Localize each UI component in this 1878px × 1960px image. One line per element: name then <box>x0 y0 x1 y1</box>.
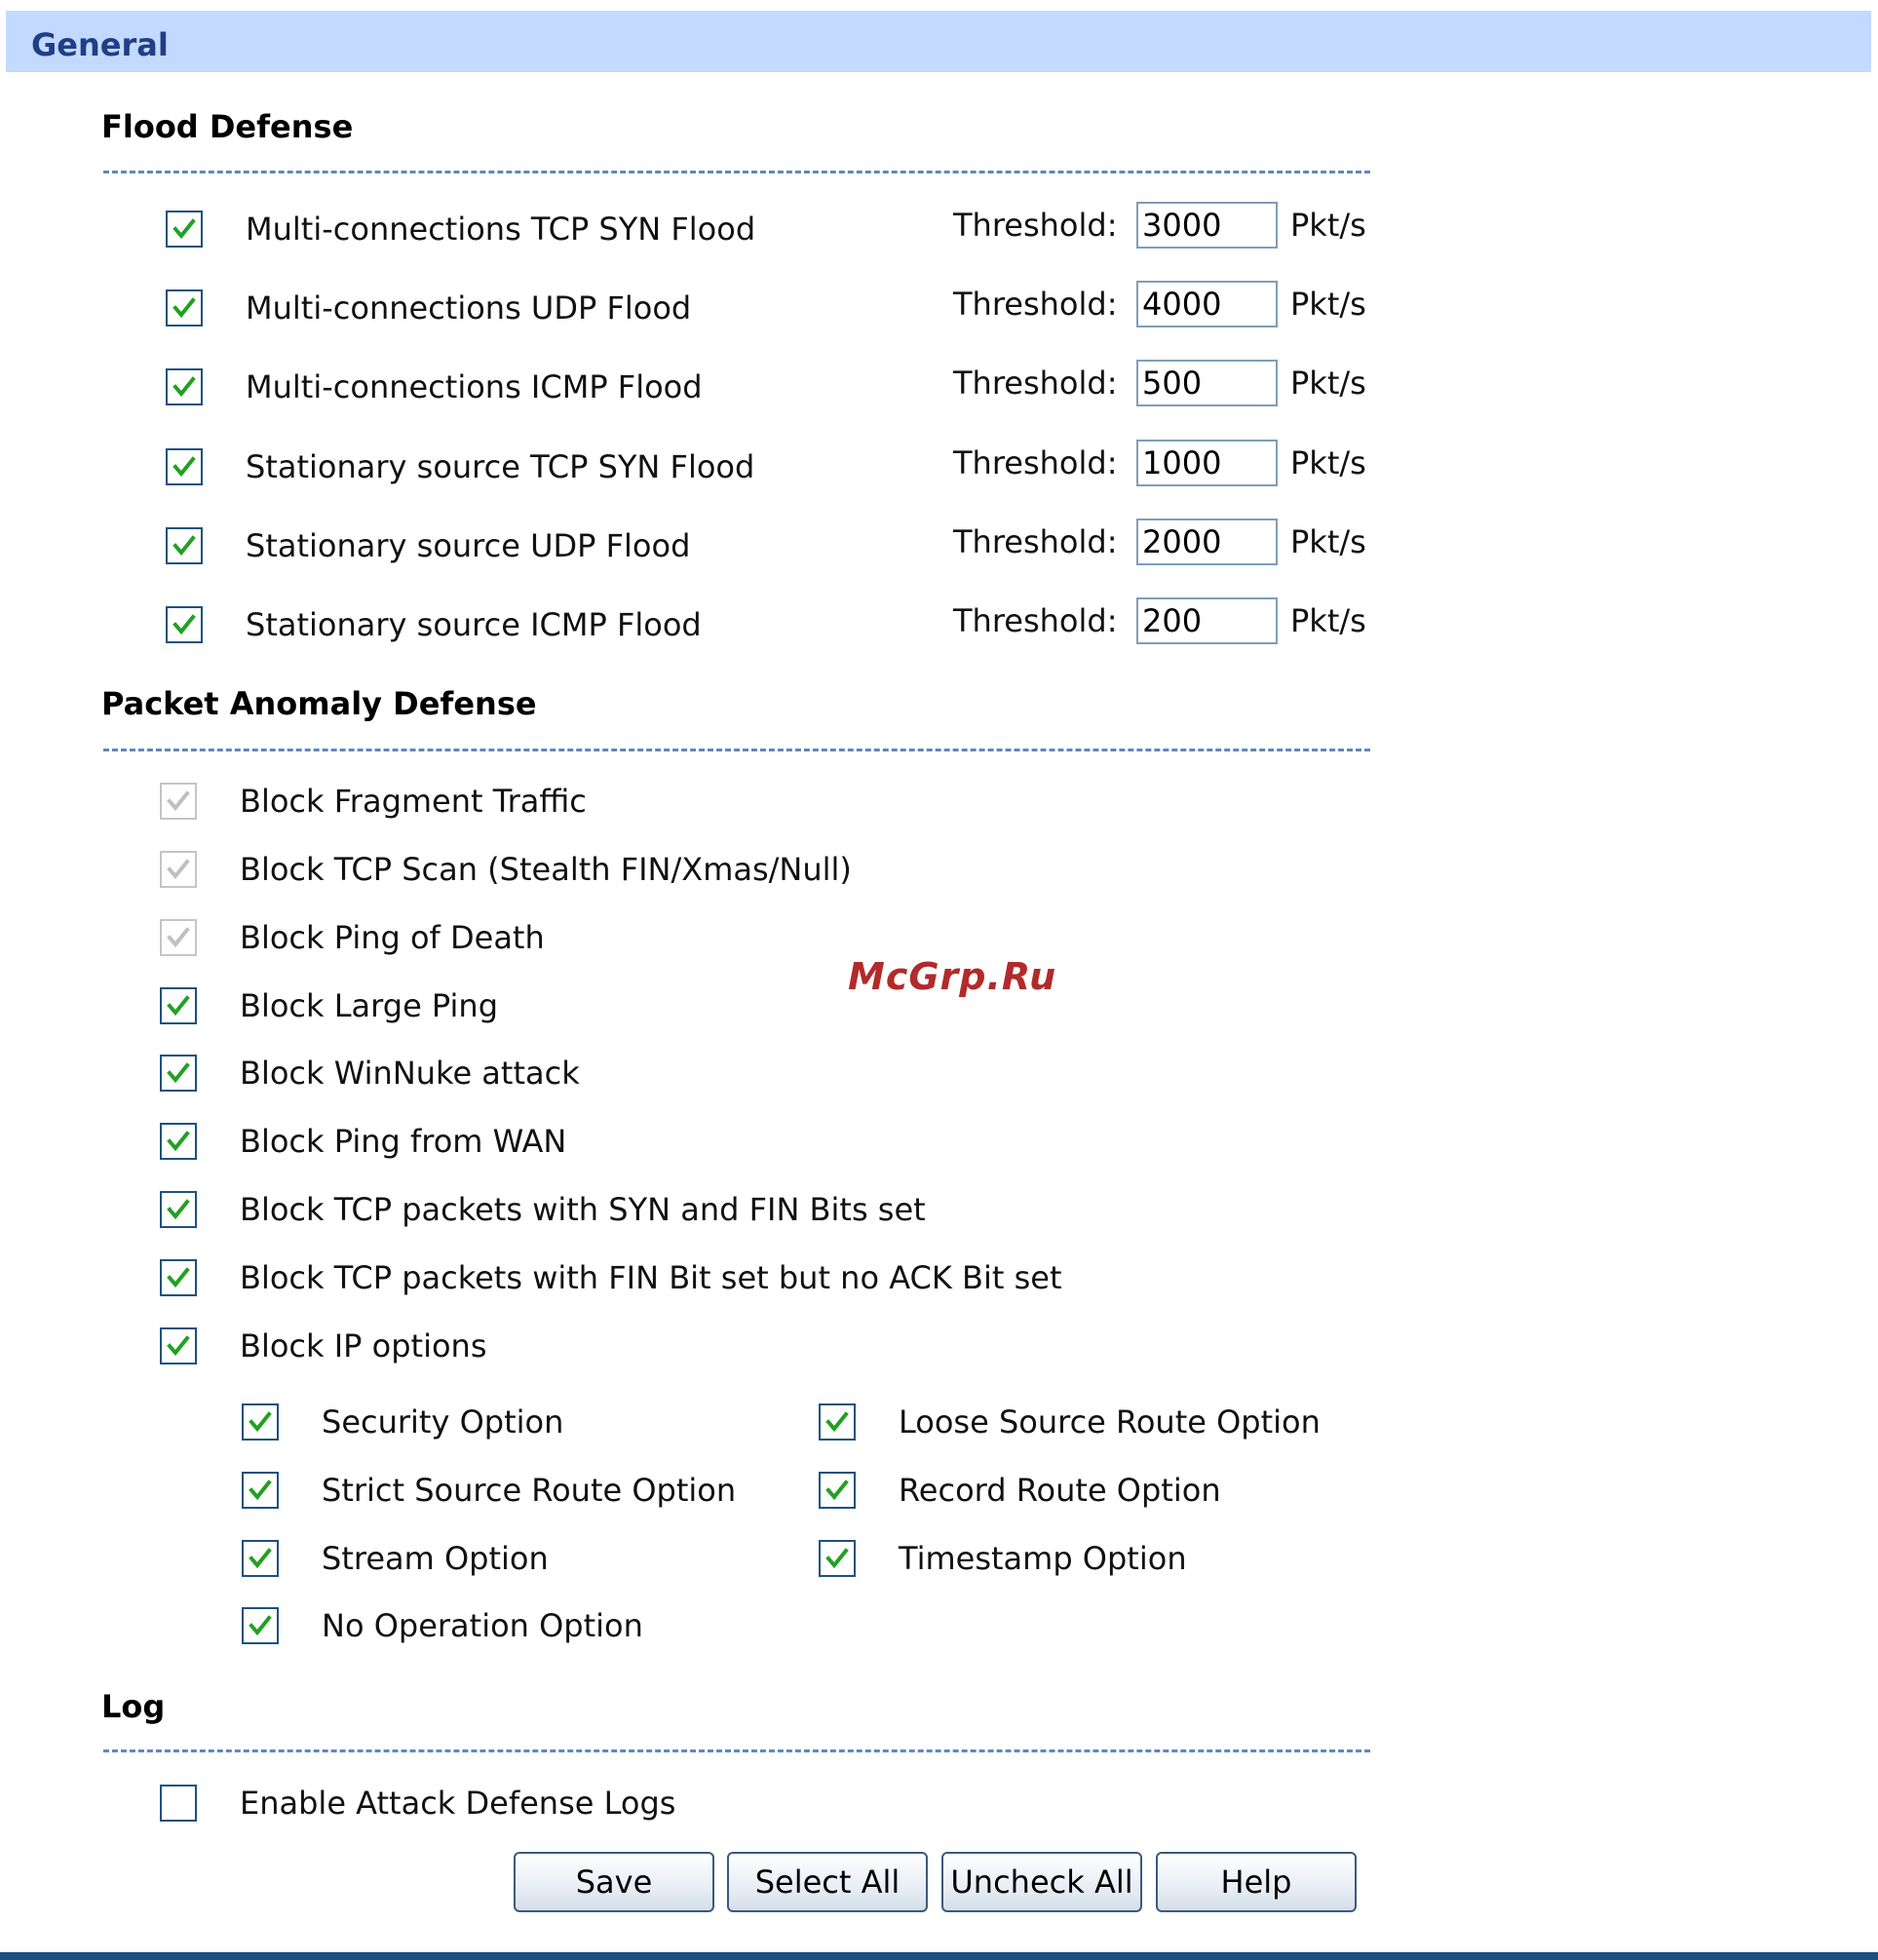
stream-option-label: Stream Option <box>322 1540 549 1577</box>
stationary-icmp-flood-label: Stationary source ICMP Flood <box>246 606 702 643</box>
check-mark-icon <box>165 1196 192 1223</box>
block-ping-of-death-checkbox <box>160 919 197 956</box>
stationary-tcp-syn-flood-threshold-input[interactable] <box>1136 440 1278 486</box>
check-mark-icon <box>171 215 198 243</box>
block-tcp-scan-checkbox <box>160 851 197 888</box>
block-large-ping-label: Block Large Ping <box>240 987 498 1024</box>
packet-anomaly-divider <box>103 749 1370 751</box>
check-mark-icon <box>824 1477 851 1504</box>
packet-anomaly-defense-title: Packet Anomaly Defense <box>101 685 537 722</box>
check-mark-icon <box>171 453 198 480</box>
check-mark-icon <box>165 1264 192 1291</box>
no-operation-option-label: No Operation Option <box>322 1607 643 1644</box>
block-ping-of-death-label: Block Ping of Death <box>240 919 545 956</box>
check-mark-icon <box>247 1545 274 1572</box>
icmp-flood-unit: Pkt/s <box>1290 365 1366 402</box>
strict-source-route-option-label: Strict Source Route Option <box>322 1472 737 1509</box>
check-mark-icon <box>165 992 192 1019</box>
stationary-tcp-syn-flood-threshold-label: Threshold: <box>953 444 1118 481</box>
check-mark-icon <box>247 1477 274 1504</box>
security-option-checkbox[interactable] <box>242 1403 279 1441</box>
stationary-udp-flood-threshold-input[interactable] <box>1136 519 1278 565</box>
check-mark-icon <box>165 856 192 883</box>
udp-flood-threshold-input[interactable] <box>1136 281 1278 327</box>
stream-option-checkbox[interactable] <box>242 1540 279 1577</box>
stationary-tcp-syn-flood-unit: Pkt/s <box>1290 444 1366 481</box>
check-mark-icon <box>171 294 198 322</box>
check-mark-icon <box>165 788 192 815</box>
tcp-syn-flood-threshold-label: Threshold: <box>953 207 1118 244</box>
stationary-tcp-syn-flood-checkbox[interactable] <box>166 448 203 485</box>
timestamp-option-checkbox[interactable] <box>819 1540 856 1577</box>
block-ip-options-label: Block IP options <box>240 1327 487 1364</box>
tcp-syn-flood-checkbox[interactable] <box>166 211 203 248</box>
udp-flood-threshold-label: Threshold: <box>953 286 1118 323</box>
loose-source-route-option-checkbox[interactable] <box>819 1403 856 1441</box>
help-button[interactable]: Help <box>1156 1852 1357 1912</box>
block-ping-from-wan-checkbox[interactable] <box>160 1123 197 1160</box>
log-title: Log <box>101 1688 166 1725</box>
tcp-syn-flood-label: Multi-connections TCP SYN Flood <box>246 211 756 248</box>
log-divider <box>103 1749 1370 1752</box>
stationary-icmp-flood-checkbox[interactable] <box>166 606 203 643</box>
icmp-flood-threshold-label: Threshold: <box>953 365 1118 402</box>
stationary-icmp-flood-threshold-input[interactable] <box>1136 597 1278 644</box>
block-fragment-traffic-label: Block Fragment Traffic <box>240 783 587 820</box>
strict-source-route-option-checkbox[interactable] <box>242 1472 279 1509</box>
icmp-flood-checkbox[interactable] <box>166 368 203 405</box>
stationary-icmp-flood-unit: Pkt/s <box>1290 602 1366 639</box>
check-mark-icon <box>247 1408 274 1436</box>
udp-flood-unit: Pkt/s <box>1290 286 1366 323</box>
block-ip-options-checkbox[interactable] <box>160 1327 197 1364</box>
stationary-udp-flood-checkbox[interactable] <box>166 527 203 564</box>
check-mark-icon <box>171 373 198 401</box>
flood-defense-divider <box>103 171 1370 173</box>
enable-attack-defense-logs-checkbox[interactable] <box>160 1785 197 1822</box>
check-mark-icon <box>171 611 198 638</box>
timestamp-option-label: Timestamp Option <box>899 1540 1187 1577</box>
stationary-udp-flood-label: Stationary source UDP Flood <box>246 527 691 564</box>
block-fin-no-ack-checkbox[interactable] <box>160 1259 197 1296</box>
check-mark-icon <box>247 1612 274 1639</box>
security-option-label: Security Option <box>322 1403 564 1441</box>
no-operation-option-checkbox[interactable] <box>242 1607 279 1644</box>
general-header <box>6 11 1871 72</box>
loose-source-route-option-label: Loose Source Route Option <box>899 1403 1321 1441</box>
block-winnuke-label: Block WinNuke attack <box>240 1055 580 1092</box>
check-mark-icon <box>171 532 198 559</box>
record-route-option-checkbox[interactable] <box>819 1472 856 1509</box>
stationary-udp-flood-unit: Pkt/s <box>1290 523 1366 560</box>
check-mark-icon <box>824 1545 851 1572</box>
tcp-syn-flood-unit: Pkt/s <box>1290 207 1366 244</box>
footer-bar <box>0 1952 1878 1960</box>
icmp-flood-threshold-input[interactable] <box>1136 360 1278 406</box>
check-mark-icon <box>165 1332 192 1360</box>
block-large-ping-checkbox[interactable] <box>160 987 197 1024</box>
check-mark-icon <box>165 924 192 951</box>
stationary-icmp-flood-threshold-label: Threshold: <box>953 602 1118 639</box>
stationary-udp-flood-threshold-label: Threshold: <box>953 523 1118 560</box>
udp-flood-checkbox[interactable] <box>166 289 203 327</box>
page-title: General <box>31 26 169 63</box>
save-button[interactable]: Save <box>514 1852 714 1912</box>
block-tcp-scan-label: Block TCP Scan (Stealth FIN/Xmas/Null) <box>240 851 852 888</box>
check-mark-icon <box>824 1408 851 1436</box>
enable-attack-defense-logs-label: Enable Attack Defense Logs <box>240 1785 676 1822</box>
select-all-button[interactable]: Select All <box>727 1852 928 1912</box>
icmp-flood-label: Multi-connections ICMP Flood <box>246 368 703 405</box>
block-syn-fin-label: Block TCP packets with SYN and FIN Bits set <box>240 1191 926 1228</box>
block-syn-fin-checkbox[interactable] <box>160 1191 197 1228</box>
record-route-option-label: Record Route Option <box>899 1472 1221 1509</box>
block-winnuke-checkbox[interactable] <box>160 1055 197 1092</box>
udp-flood-label: Multi-connections UDP Flood <box>246 289 692 327</box>
watermark-text: McGrp.Ru <box>848 955 1057 998</box>
block-ping-from-wan-label: Block Ping from WAN <box>240 1123 567 1160</box>
block-fin-no-ack-label: Block TCP packets with FIN Bit set but no ACK Bit set <box>240 1259 1062 1296</box>
check-mark-icon <box>165 1059 192 1087</box>
tcp-syn-flood-threshold-input[interactable] <box>1136 202 1278 249</box>
check-mark-icon <box>165 1128 192 1155</box>
stationary-tcp-syn-flood-label: Stationary source TCP SYN Flood <box>246 448 755 485</box>
flood-defense-title: Flood Defense <box>101 108 354 145</box>
uncheck-all-button[interactable]: Uncheck All <box>941 1852 1142 1912</box>
block-fragment-traffic-checkbox <box>160 783 197 820</box>
